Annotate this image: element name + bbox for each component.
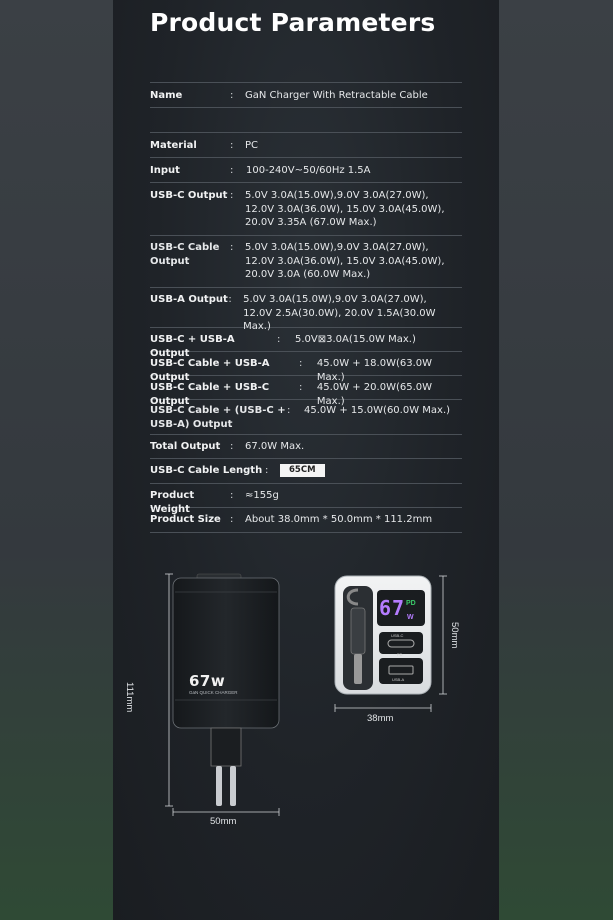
spec-row-blank: [150, 107, 462, 132]
spec-value: PC: [245, 140, 259, 151]
spec-label: Input: [150, 165, 180, 176]
width-dimension: [173, 808, 279, 816]
cable-length-badge: 65CM: [280, 464, 325, 477]
spec-separator: :: [287, 405, 291, 416]
spec-separator: :: [299, 382, 303, 393]
display-pd: PD: [406, 600, 416, 607]
spec-label: USB-C Cable + (USB-C + USB-A) Output: [150, 405, 286, 430]
spec-value: 5.0V 3.0A(15.0W),9.0V 3.0A(27.0W), 12.0V 3.0A(36.0W), 15.0V 3.0A(45.0W), 20.0V 3.35A (67.0W Max.): [245, 190, 445, 228]
spec-value: 5.0V⊠3.0A(15.0W Max.): [295, 334, 416, 345]
height-dimension: [165, 574, 173, 806]
spec-row-material: [150, 132, 462, 157]
spec-value: 100-240V~50/60Hz 1.5A: [246, 165, 371, 176]
spec-row-usbc-output: [150, 182, 462, 235]
spec-label: Product Weight: [150, 490, 195, 515]
spec-value: 5.0V 3.0A(15.0W),9.0V 3.0A(27.0W), 12.0V 2.5A(30.0W), 20.0V 1.5A(30.0W Max.): [243, 294, 436, 332]
side-width-dimension: [335, 704, 431, 712]
spec-label: USB-C Output: [150, 190, 228, 201]
spec-separator: :: [230, 514, 234, 525]
spec-label: Total Output: [150, 441, 221, 452]
spec-row-cable-length: [150, 458, 462, 483]
side-width-label: 38mm: [367, 713, 394, 724]
spec-row-weight: [150, 483, 462, 515]
spec-value: GaN Charger With Retractable Cable: [245, 90, 428, 101]
spec-separator: :: [230, 140, 234, 151]
port-pd-label: PD: [397, 652, 403, 657]
right-backdrop: [499, 0, 613, 920]
spec-value: 45.0W + 18.0W(63.0W Max.): [316, 358, 433, 383]
charger-side-view: [335, 576, 431, 694]
spec-row-usbc-cable-output: [150, 235, 462, 287]
spec-label: USB-A Output: [150, 294, 228, 305]
spec-panel: [113, 0, 499, 920]
spec-value: About 38.0mm * 50.0mm * 111.2mm: [245, 514, 433, 525]
spec-row-name: [150, 82, 462, 107]
spec-value: ≈155g: [245, 490, 279, 501]
side-height-dimension: [439, 576, 447, 694]
port-usba-label: USB-A: [392, 677, 405, 682]
spec-value: 45.0W + 15.0W(60.0W Max.): [304, 405, 451, 416]
spec-separator: :: [230, 242, 234, 253]
spec-label: Name: [150, 90, 183, 101]
spec-row-usba-output: [150, 287, 462, 332]
spec-label: USB-C Cable Output: [150, 242, 220, 267]
spec-value: 45.0W + 20.0W(65.0W Max.): [316, 382, 433, 407]
spec-row-total-output: [150, 434, 462, 458]
width-label: 50mm: [210, 816, 237, 827]
port-usbc-label: USB-C: [391, 633, 404, 638]
spec-separator: :: [230, 165, 234, 176]
charger-drawing: [113, 560, 499, 920]
spec-table: [150, 82, 462, 533]
brand-text: 67w: [189, 672, 226, 690]
spec-separator: :: [230, 441, 234, 452]
spec-label: USB-C Cable + USB-A Output: [150, 358, 270, 383]
page-title: Product Parameters: [150, 8, 436, 37]
side-height-label: 50mm: [449, 622, 460, 649]
spec-value: 67.0W Max.: [245, 441, 305, 452]
spec-separator: :: [277, 334, 281, 345]
spec-separator: :: [228, 294, 232, 305]
spec-separator: :: [230, 490, 234, 501]
spec-label: USB-C Cable Length: [150, 465, 263, 476]
dimension-diagram: [113, 560, 499, 920]
spec-row-input: [150, 157, 462, 182]
display-w: W: [407, 614, 414, 621]
spec-separator: :: [230, 90, 234, 101]
spec-separator: :: [265, 465, 269, 476]
spec-label: USB-C Cable + USB-C Output: [150, 382, 270, 407]
left-backdrop: [0, 0, 113, 920]
spec-separator: :: [230, 190, 234, 201]
brand-mark: [189, 672, 225, 690]
display-digits: 67: [379, 596, 406, 620]
brand-subtitle: GaN QUICK CHARGER: [189, 690, 238, 695]
spec-row-cable-combo-output: [150, 399, 462, 434]
spec-label: Product Size: [150, 514, 221, 525]
spec-label: USB-C + USB-A Output: [150, 334, 235, 359]
spec-label: Material: [150, 140, 197, 151]
spec-separator: :: [299, 358, 303, 369]
spec-value: 5.0V 3.0A(15.0W),9.0V 3.0A(27.0W), 12.0V 3.0A(36.0W), 15.0V 3.0A(45.0W), 20.0V 3.0A (60.0W Max.): [245, 242, 445, 280]
height-label: 111mm: [124, 682, 135, 713]
